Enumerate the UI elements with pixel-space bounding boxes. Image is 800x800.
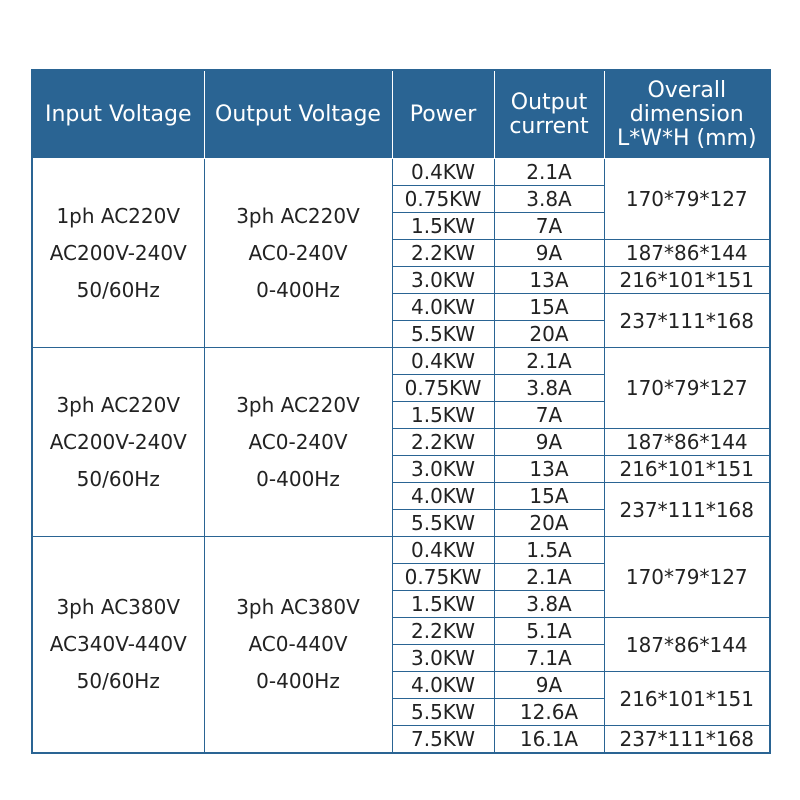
power-cell: 3.0KW [392, 456, 494, 483]
dimension-cell: 170*79*127 [604, 537, 770, 618]
dimension-cell: 216*101*151 [604, 456, 770, 483]
dimension-cell: 187*86*144 [604, 429, 770, 456]
table-row [32, 537, 770, 564]
power-cell: 3.0KW [392, 267, 494, 294]
spec-body [32, 159, 770, 754]
output-current-cell: 15A [494, 294, 604, 321]
output-current-cell: 20A [494, 321, 604, 348]
output-voltage-line: AC0-440V [248, 632, 348, 656]
output-voltage-line: 0-400Hz [256, 466, 340, 491]
output-current-cell: 7A [494, 402, 604, 429]
output-current-cell: 7A [494, 213, 604, 240]
input-voltage-line: AC200V-240V [49, 240, 187, 265]
power-header: Power [392, 70, 494, 159]
output-voltage-cell [204, 537, 392, 754]
table-row [32, 348, 770, 375]
power-cell: 0.75KW [392, 186, 494, 213]
input-voltage-cell [32, 159, 204, 348]
input-voltage-line: AC340V-440V [49, 632, 187, 656]
output-voltage-line: 0-400Hz [256, 669, 340, 693]
output-current-cell: 9A [494, 240, 604, 267]
dimension-cell: 170*79*127 [604, 348, 770, 429]
power-cell: 0.4KW [392, 537, 494, 564]
input-voltage-header: Input Voltage [32, 70, 204, 159]
power-cell: 2.2KW [392, 240, 494, 267]
output-current-cell: 3.8A [494, 591, 604, 618]
input-voltage-line: 1ph AC220V [56, 203, 181, 228]
dimension-cell: 237*111*168 [604, 483, 770, 537]
input-voltage-line: AC200V-240V [49, 429, 187, 454]
power-cell: 5.5KW [392, 699, 494, 726]
input-voltage-line: 50/60Hz [76, 669, 160, 693]
output-current-cell: 3.8A [494, 375, 604, 402]
dimension-header: Overall dimension L*W*H (mm) [604, 70, 770, 159]
dimension-cell: 216*101*151 [604, 267, 770, 294]
header-row [32, 70, 770, 159]
output-voltage-line: 3ph AC220V [236, 203, 360, 228]
output-voltage-line: AC0-240V [248, 240, 348, 265]
spec-table [31, 69, 771, 754]
power-cell: 1.5KW [392, 402, 494, 429]
output-current-cell: 16.1A [494, 726, 604, 754]
output-current-cell: 20A [494, 510, 604, 537]
output-voltage-cell [204, 348, 392, 537]
input-voltage-line: 3ph AC380V [56, 595, 181, 619]
dimension-cell: 187*86*144 [604, 240, 770, 267]
power-cell: 0.4KW [392, 159, 494, 186]
power-cell: 4.0KW [392, 483, 494, 510]
output-current-cell: 2.1A [494, 159, 604, 186]
output-current-cell: 2.1A [494, 348, 604, 375]
output-current-cell: 7.1A [494, 645, 604, 672]
output-current-cell: 1.5A [494, 537, 604, 564]
dimension-cell: 170*79*127 [604, 159, 770, 240]
output-current-cell: 9A [494, 429, 604, 456]
power-cell: 1.5KW [392, 213, 494, 240]
output-current-cell: 9A [494, 672, 604, 699]
output-current-cell: 13A [494, 267, 604, 294]
input-voltage-line: 50/60Hz [76, 466, 160, 491]
output-voltage-cell [204, 159, 392, 348]
power-cell: 2.2KW [392, 429, 494, 456]
dimension-cell: 187*86*144 [604, 618, 770, 672]
output-voltage-line: AC0-240V [248, 429, 348, 454]
power-cell: 1.5KW [392, 591, 494, 618]
dimension-cell: 237*111*168 [604, 294, 770, 348]
output-current-cell: 12.6A [494, 699, 604, 726]
power-cell: 5.5KW [392, 321, 494, 348]
output-voltage-line: 3ph AC220V [236, 392, 360, 417]
power-cell: 5.5KW [392, 510, 494, 537]
output-current-cell: 3.8A [494, 186, 604, 213]
output-current-cell: 15A [494, 483, 604, 510]
input-voltage-cell [32, 348, 204, 537]
dimension-cell: 237*111*168 [604, 726, 770, 754]
dimension-cell: 216*101*151 [604, 672, 770, 726]
output-current-cell: 5.1A [494, 618, 604, 645]
power-cell: 3.0KW [392, 645, 494, 672]
output-current-header: Output current [494, 70, 604, 159]
output-current-cell: 13A [494, 456, 604, 483]
output-voltage-line: 3ph AC380V [236, 595, 360, 619]
output-voltage-line: 0-400Hz [256, 277, 340, 302]
power-cell: 7.5KW [392, 726, 494, 754]
power-cell: 4.0KW [392, 294, 494, 321]
output-current-cell: 2.1A [494, 564, 604, 591]
output-voltage-header: Output Voltage [204, 70, 392, 159]
power-cell: 0.75KW [392, 564, 494, 591]
power-cell: 0.4KW [392, 348, 494, 375]
input-voltage-cell [32, 537, 204, 754]
power-cell: 4.0KW [392, 672, 494, 699]
input-voltage-line: 3ph AC220V [56, 392, 181, 417]
power-cell: 0.75KW [392, 375, 494, 402]
table-row [32, 159, 770, 186]
power-cell: 2.2KW [392, 618, 494, 645]
input-voltage-line: 50/60Hz [76, 277, 160, 302]
